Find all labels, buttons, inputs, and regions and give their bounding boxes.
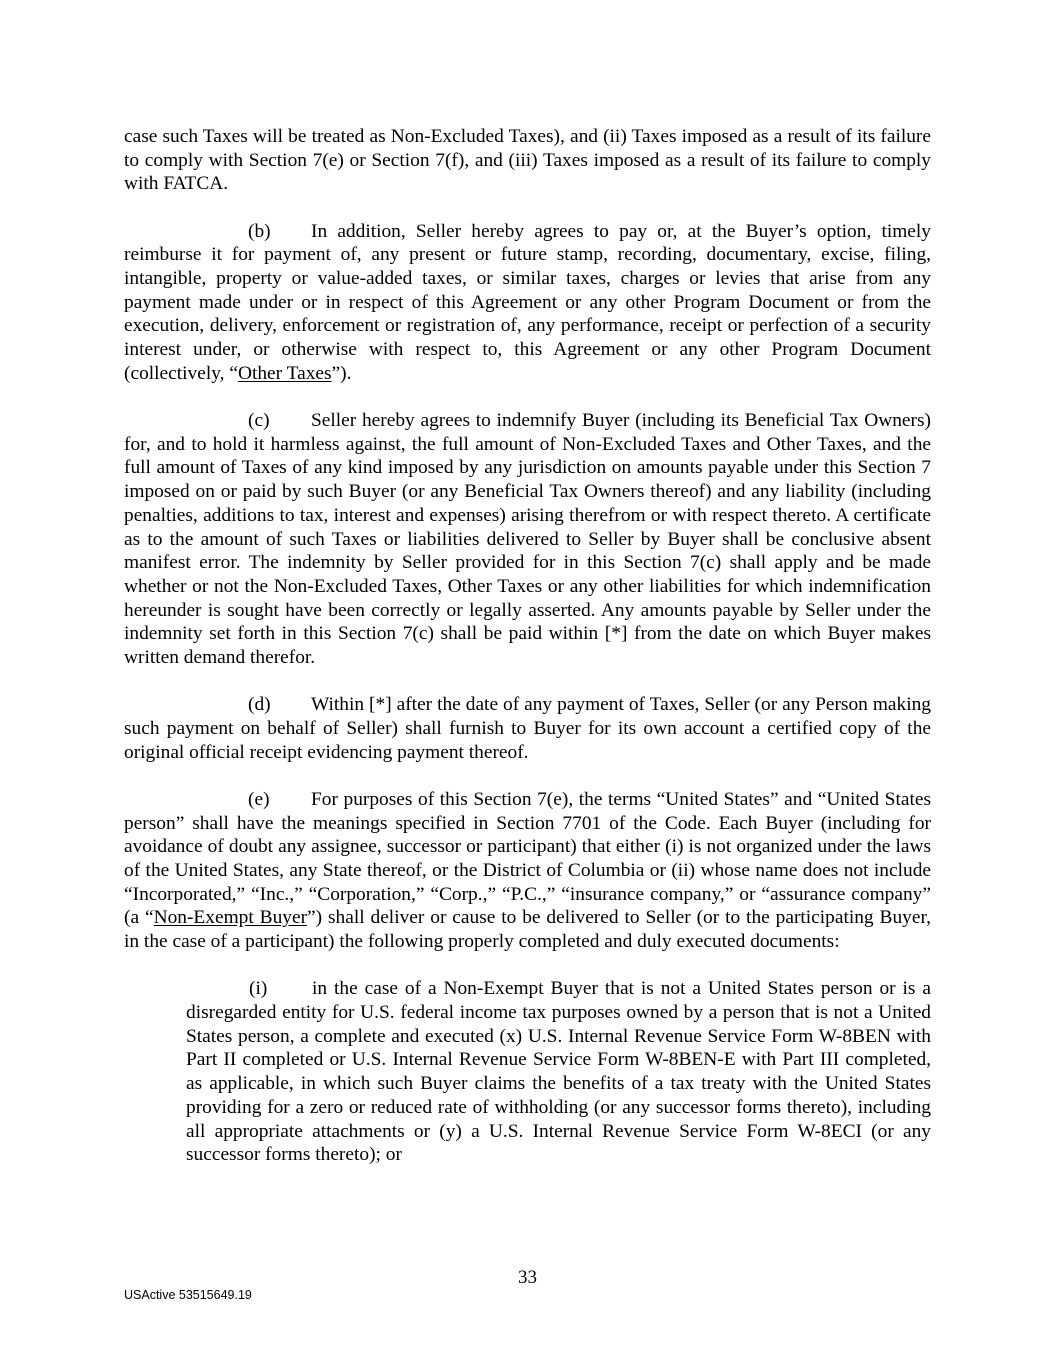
paragraph-text-end: ”). — [331, 362, 352, 384]
paragraph-text: Within [*] after the date of any payment of Taxes, Seller (or any Person making such payment on behalf of Seller) shall furnish to Buyer for its own account a certified copy of the original official receipt evidencing payment thereof. — [124, 694, 931, 763]
document-body — [124, 125, 931, 1167]
paragraph-text-end: ”) shall deliver or cause to be delivered to Seller (or to the participating Buyer, in the case of a participant) the following properly completed and duly executed documents: — [124, 907, 931, 953]
paragraph-label: (d) — [248, 694, 271, 716]
paragraph-e — [124, 788, 931, 954]
paragraph-b — [124, 220, 931, 386]
subparagraph-i — [186, 977, 931, 1167]
defined-term-non-exempt-buyer: Non-Exempt Buyer — [153, 907, 308, 929]
document-id: USActive 53515649.19 — [124, 1288, 252, 1302]
paragraph-label: (i) — [249, 978, 268, 1000]
paragraph-text: In addition, Seller hereby agrees to pay or, at the Buyer’s option, timely reimburse it for payment of, any present or future stamp, recording, documentary, excise, filing, intangible, property or value-added taxes, or similar taxes, charges or levies that arise from any payment made under or in respect of this Agreement or any other Program Document or from the execution, delivery, enforcement or registration of, any performance, receipt or perfection of a security interest under, or otherwise with respect to, this Agreement or any other Program Document (collectively, “ — [124, 220, 931, 384]
paragraph-d — [124, 693, 931, 764]
paragraph-label: (c) — [248, 410, 270, 432]
continuation-paragraph: case such Taxes will be treated as Non-Excluded Taxes), and (ii) Taxes imposed as a result of its failure to comply with Section 7(e) or Section 7(f), and (iii) Taxes imposed as a result of its failure to comply with FATCA. — [124, 126, 931, 195]
paragraph-c — [124, 409, 931, 670]
paragraph-text: For purposes of this Section 7(e), the terms “United States” and “United States person” shall have the meanings specified in Section 7701 of the Code. Each Buyer (including for avoidance of doubt any assignee, successor or participant) that either (i) is not organized under the laws of the United States, any State thereof, or the District of Columbia or (ii) whose name does not include “Incorporated,” “Inc.,” “Corporation,” “Corp.,” “P.C.,” “insurance company,” or “assurance company” (a “ — [124, 788, 931, 929]
paragraph-label: (b) — [248, 220, 271, 242]
paragraph-text: Seller hereby agrees to indemnify Buyer (including its Beneficial Tax Owners) for, and to hold it harmless against, the full amount of Non-Excluded Taxes and Other Taxes, and the full amount of Taxes of any kind imposed by any jurisdiction on amounts payable under this Section 7 imposed on or paid by such Buyer (or any Beneficial Tax Owners thereof) and any liability (including penalties, additions to tax, interest and expenses) arising therefrom or with respect thereto. A certificate as to the amount of such Taxes or liabilities delivered to Seller by Buyer shall be conclusive absent manifest error. The indemnity by Seller provided for in this Section 7(c) shall apply and be made whether or not the Non-Excluded Taxes, Other Taxes or any other liabilities for which indemnification hereunder is sought have been correctly or legally asserted. Any amounts payable by Seller under the indemnity set forth in this Section 7(c) shall be paid within [*] from the date on which Buyer makes written demand therefor. — [124, 410, 931, 669]
paragraph-label: (e) — [248, 788, 270, 810]
defined-term-other-taxes: Other Taxes — [237, 362, 332, 384]
page-number: 33 — [518, 1267, 537, 1288]
paragraph-text: in the case of a Non-Exempt Buyer that is not a United States person or is a disregarded entity for U.S. federal income tax purposes owned by a person that is not a United States person, a complete and executed (x) U.S. Internal Revenue Service Form W-8BEN with Part II completed or U.S. Internal Revenue Service Form W-8BEN-E with Part III completed, as applicable, in which such Buyer claims the benefits of a tax treaty with the United States providing for a zero or reduced rate of withholding (or any successor forms thereto), including all appropriate attachments or (y) a U.S. Internal Revenue Service Form W-8ECI (or any successor forms thereto); or — [186, 978, 931, 1166]
